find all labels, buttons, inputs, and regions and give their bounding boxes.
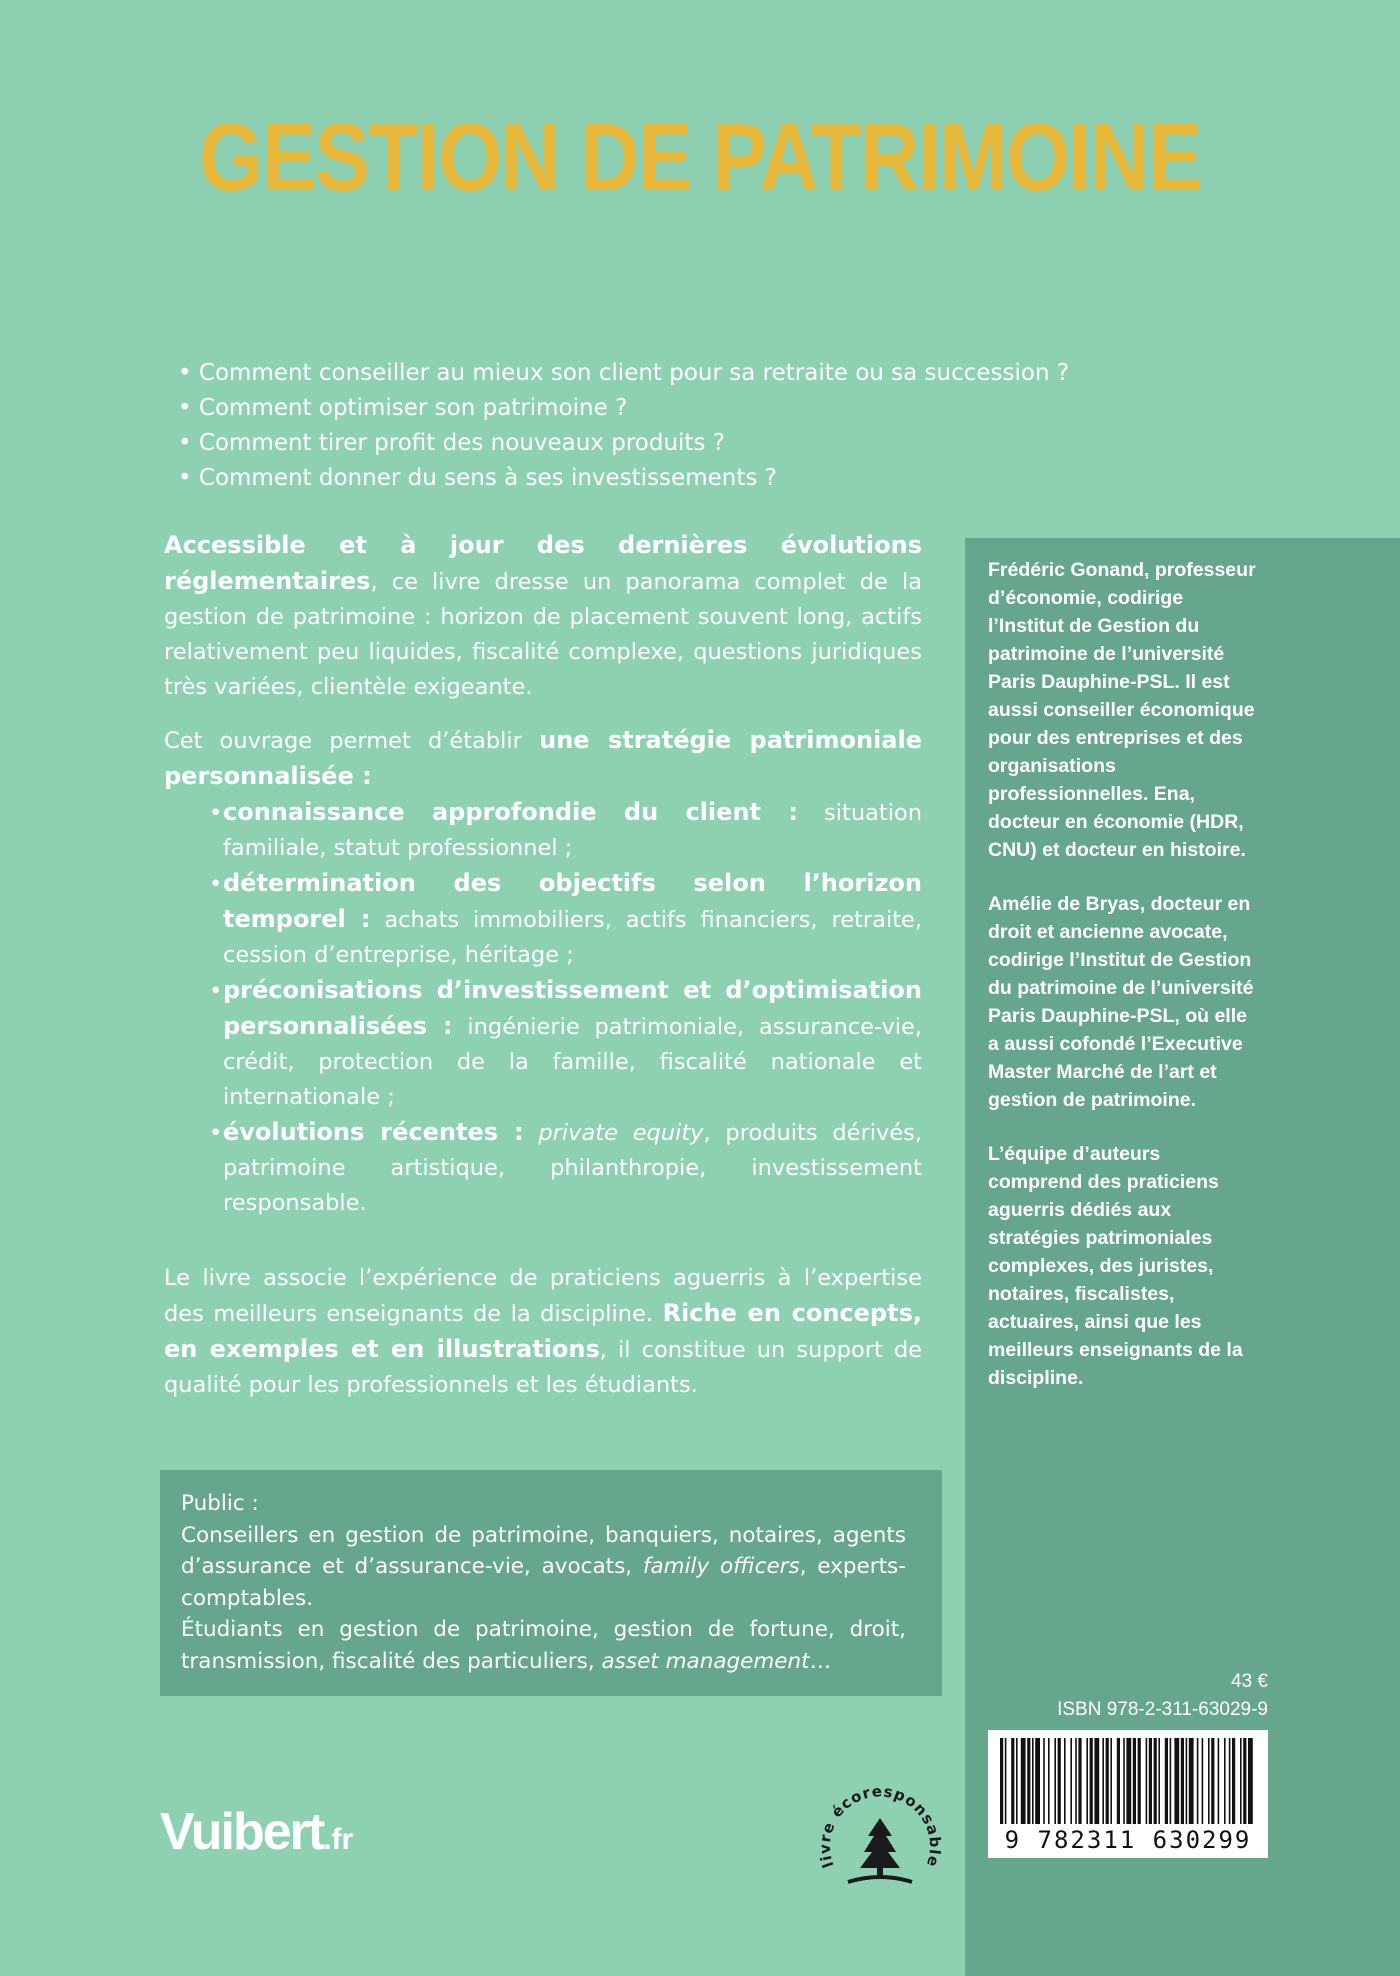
barcode-bar (1165, 1738, 1168, 1824)
barcode-bar (1102, 1738, 1104, 1824)
audience-italic: asset management (601, 1648, 810, 1674)
main-description (164, 528, 922, 1421)
barcode-number: 9 782311 630299 (1004, 1826, 1252, 1854)
barcode-bar (1117, 1738, 1120, 1824)
barcode-bar (1123, 1738, 1125, 1824)
barcode-bar (1106, 1738, 1109, 1824)
barcode-bar (1110, 1738, 1112, 1824)
barcode-bar (1054, 1738, 1056, 1824)
barcode-bar (1154, 1738, 1157, 1824)
author-bios (988, 556, 1258, 1418)
barcode-bar (1021, 1738, 1026, 1824)
barcode-bar (1016, 1738, 1018, 1824)
barcode-bar (1211, 1738, 1214, 1824)
barcode-bar (1032, 1738, 1034, 1824)
question-item: • Comment donner du sens à ses investissements ? (178, 461, 1078, 496)
barcode-bar (1064, 1738, 1066, 1824)
barcode-bar (1174, 1738, 1179, 1824)
bullet-bold: détermination des objectifs selon l’horizon temporel : (223, 869, 922, 933)
barcode-bar (1043, 1738, 1045, 1824)
audience-students (181, 1614, 906, 1677)
strategy-bullets (164, 795, 922, 1221)
question-item: • Comment optimiser son patrimoine ? (178, 391, 1078, 426)
closing-bold: Riche en concepts, en exemples et en illustrations (164, 1299, 922, 1363)
audience-text: , experts-comptables. (181, 1554, 906, 1611)
barcode-bar (1075, 1738, 1077, 1824)
barcode-bar (1011, 1738, 1014, 1824)
intro-paragraph (164, 528, 922, 705)
barcode-bar (1232, 1738, 1235, 1824)
audience-text: Conseillers en gestion de patrimoine, banquiers, notaires, agents d’assurance et d’assurance-vie, avocats, (181, 1522, 906, 1579)
barcode-bar (1181, 1738, 1184, 1824)
question-item: • Comment tirer profit des nouveaux produits ? (178, 426, 1078, 461)
intro-bold: Accessible et à jour des dernières évolutions réglementaires (164, 531, 922, 595)
bullet-italic: private equity (523, 1120, 704, 1146)
barcode (988, 1730, 1268, 1858)
barcode-bar (1197, 1738, 1199, 1824)
bullet-text: situation familiale, statut professionnel ; (223, 800, 922, 861)
bullet-text: achats immobiliers, actifs financiers, retraite, cession d’entreprise, héritage ; (223, 907, 923, 968)
intro-text: , ce livre dresse un panorama complet de la gestion de patrimoine : horizon de placement souvent long, actifs relativement peu liquides, fiscalité complexe, questions juridiques très variées, clientèle exigeante. (164, 569, 922, 700)
audience-italic: family officers (642, 1554, 800, 1579)
barcode-bar (1240, 1738, 1242, 1824)
author-bio (988, 890, 1258, 1114)
barcode-bar (1146, 1738, 1148, 1824)
tree-icon (810, 1770, 950, 1910)
barcode-bar (1202, 1738, 1204, 1824)
publisher-logo (160, 1802, 353, 1862)
audience-label: Public : (181, 1491, 259, 1516)
barcode-bar (1086, 1738, 1088, 1824)
audience-text: Étudiants en gestion de patrimoine, gestion de fortune, droit, transmission, fiscalité des particuliers, (181, 1617, 906, 1674)
price-isbn (1057, 1668, 1268, 1724)
barcode-bar (1208, 1738, 1210, 1824)
isbn: ISBN 978-2-311-63029-9 (1057, 1699, 1268, 1720)
audience-professionals (181, 1520, 906, 1615)
barcode-bar (1005, 1738, 1007, 1824)
barcode-bar (1186, 1738, 1188, 1824)
audience-text: … (809, 1648, 832, 1674)
strategy-bold: une stratégie patrimoniale personnalisée : (164, 726, 922, 790)
barcode-bar (1094, 1738, 1099, 1824)
barcode-bar (1078, 1738, 1081, 1824)
barcode-bar (1170, 1738, 1172, 1824)
barcode-bar (1243, 1738, 1246, 1824)
strategy-lead: Cet ouvrage permet d’établir (164, 728, 540, 754)
bullet-item (223, 973, 922, 1115)
bullet-item (223, 1115, 922, 1221)
question-item: • Comment conseiller au mieux son client pour sa retraite ou sa succession ? (178, 356, 1078, 391)
bullet-bold: connaissance approfondie du client : (223, 798, 798, 826)
team-description: L’équipe d’auteurs comprend des praticiens aguerris dédiés aux stratégies patrimoniales complexes, des juristes, notaires, fiscalistes, actuaires, ainsi que les meilleurs enseignants de la discipline. (988, 1143, 1243, 1389)
barcode-bar (1058, 1738, 1061, 1824)
publisher-name: Vuibert (160, 1803, 324, 1861)
audience-box (160, 1470, 942, 1696)
bullet-bold: préconisations d’investissement et d’optimisation personnalisées : (223, 976, 922, 1040)
barcode-bar (1090, 1738, 1093, 1824)
barcode-bar (1035, 1738, 1040, 1824)
bullet-bold: évolutions récentes : (223, 1118, 524, 1146)
barcode-bar (1248, 1738, 1253, 1824)
question-list (178, 356, 1078, 496)
barcode-bar (1138, 1738, 1141, 1824)
closing-lead: Le livre associe l’expérience de praticiens aguerris à l’expertise des meilleurs enseignants de la discipline. (164, 1265, 922, 1327)
barcode-bar (1158, 1738, 1160, 1824)
barcode-bar (1133, 1738, 1136, 1824)
price: 43 € (1231, 1671, 1268, 1692)
barcode-bar (1224, 1738, 1226, 1824)
barcode-bar (1189, 1738, 1194, 1824)
barcode-bar (1218, 1738, 1220, 1824)
eco-label-text: livre écoresponsable (815, 1782, 945, 1871)
author-name: Amélie de Bryas (988, 893, 1140, 915)
closing-paragraph (164, 1261, 922, 1403)
book-title: GESTION DE PATRIMOINE (198, 104, 1202, 211)
barcode-bar (1126, 1738, 1131, 1824)
barcode-bar (1229, 1738, 1231, 1824)
bullet-item (223, 866, 922, 973)
barcode-bar (1000, 1738, 1003, 1824)
barcode-bar (1149, 1738, 1152, 1824)
closing-text: , il constitue un support de qualité pour les professionnels et les étudiants. (164, 1337, 922, 1398)
strategy-paragraph (164, 723, 922, 795)
bullet-text: , produits dérivés, patrimoine artistique, philanthropie, investissement responsable. (223, 1120, 922, 1216)
publisher-suffix: .fr (323, 1823, 354, 1856)
barcode-bars (1000, 1738, 1256, 1824)
author-bio-text: , docteur en droit et ancienne avocate, codirige l’Institut de Gestion du patrimoine de l’université Paris Dauphine-PSL, où elle a aussi cofondé l’Executive Master Marché de l’art et gestion de patrimoine. (988, 893, 1254, 1111)
author-name: Frédéric Gonand (988, 559, 1145, 581)
bullet-text: ingénierie patrimoniale, assurance-vie, crédit, protection de la famille, fiscalité nationale et internationale ; (223, 1014, 923, 1110)
author-bio-text: , professeur d’économie, codirige l’Institut de Gestion du patrimoine de l’université Paris Dauphine-PSL. Il est aussi conseiller économique pour des entreprises et des organisations professionnelles. Ena, docteur en économie (HDR, CNU) et docteur en histoire. (988, 559, 1256, 861)
eco-label (810, 1770, 950, 1910)
bullet-item (223, 795, 922, 866)
barcode-bar (1027, 1738, 1030, 1824)
barcode-bar (1048, 1738, 1050, 1824)
barcode-bar (1070, 1738, 1072, 1824)
author-bio (988, 556, 1258, 864)
